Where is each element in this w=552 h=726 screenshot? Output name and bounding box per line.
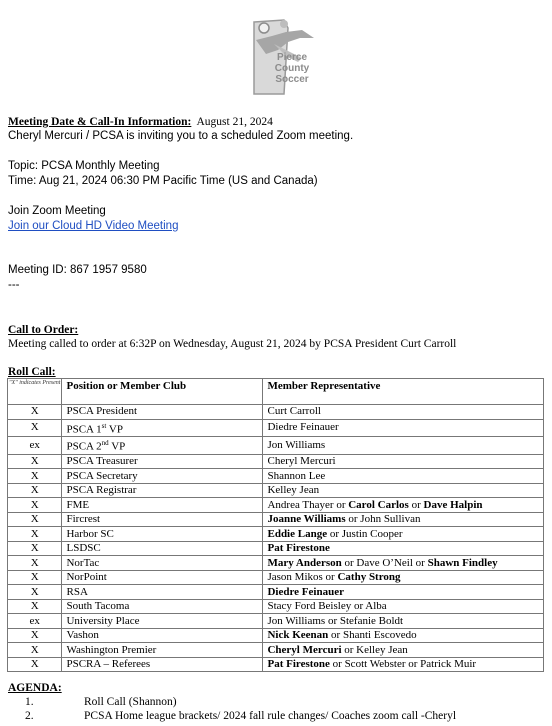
- representative-cell: [263, 556, 544, 571]
- roll-call-row: [8, 469, 544, 484]
- position-text: South Tacoma: [66, 600, 130, 613]
- representative-name: Shannon Lee: [267, 469, 326, 482]
- position-text: Harbor SC: [66, 527, 114, 540]
- representative-name: or: [408, 498, 424, 511]
- representative-name: or Kelley Jean: [341, 643, 408, 656]
- roll-call-row: [8, 614, 544, 629]
- representative-cell: [263, 643, 544, 658]
- position-cell: [62, 469, 263, 484]
- position-text: NorTac: [66, 556, 100, 569]
- position-text: University Place: [66, 614, 140, 627]
- roll-call-body: [8, 405, 544, 672]
- roll-call-row: [8, 527, 544, 542]
- position-cell: [62, 614, 263, 629]
- call-to-order-heading: Call to Order:: [8, 324, 79, 336]
- col-position-header: Position or Member Club: [62, 379, 263, 405]
- present-cell: X: [8, 556, 62, 571]
- position-text: FME: [66, 498, 90, 511]
- logo-line-1: Pierce: [276, 52, 308, 63]
- representative-name: or: [333, 498, 349, 511]
- roll-call-row: [8, 643, 544, 658]
- position-cell: [62, 454, 263, 469]
- roll-call-row: [8, 556, 544, 571]
- representative-name: Dave Halpin: [423, 498, 483, 511]
- position-ordinal-suffix: st: [101, 421, 107, 430]
- present-cell: X: [8, 454, 62, 469]
- position-text: PSCA Registrar: [66, 484, 137, 497]
- representative-name: or John Sullivan: [345, 513, 421, 526]
- meeting-heading: Meeting Date & Call-In Information:: [8, 116, 192, 128]
- position-cell: [62, 643, 263, 658]
- agenda-item-2-text: PCSA Home league brackets/ 2024 fall rule changes/ Coaches zoom call -Cheryl: [84, 710, 457, 722]
- logo-text: [262, 52, 322, 85]
- representative-name: or Justin Cooper: [327, 527, 403, 540]
- representative-name: Carol Carlos: [348, 498, 409, 511]
- position-cell: [62, 483, 263, 498]
- representative-name: Eddie Lange: [267, 527, 328, 540]
- roll-call-row: [8, 405, 544, 420]
- roll-call-row: [8, 512, 544, 527]
- logo-line-2: County: [274, 63, 310, 74]
- representative-cell: [263, 628, 544, 643]
- representative-name: Stacy Ford Beisley or Alba: [267, 600, 387, 613]
- meeting-id: Meeting ID: 867 1957 9580: [8, 264, 147, 276]
- col-rep-header: Member Representative: [263, 379, 544, 405]
- present-cell: X: [8, 498, 62, 513]
- representative-name: Diedre Feinauer: [267, 585, 344, 598]
- representative-name: Pat Firestone: [267, 658, 330, 671]
- position-cell: [62, 628, 263, 643]
- representative-cell: [263, 599, 544, 614]
- present-cell: X: [8, 469, 62, 484]
- position-cell: [62, 498, 263, 513]
- representative-cell: [263, 419, 544, 437]
- position-ordinal-suffix: nd: [101, 439, 109, 448]
- representative-name: or Dave O’Neil or: [341, 556, 428, 569]
- position-text: PSCA Treasurer: [66, 455, 138, 468]
- representative-name: or Shanti Escovedo: [328, 629, 417, 642]
- present-cell: X: [8, 657, 62, 672]
- position-text: Fircrest: [66, 513, 101, 526]
- representative-name: Cheryl Mercuri: [267, 455, 336, 468]
- representative-cell: [263, 512, 544, 527]
- position-text-after: VP: [108, 440, 126, 453]
- representative-name: Andrea Thayer: [267, 498, 334, 511]
- join-zoom-label: Join Zoom Meeting: [8, 205, 106, 217]
- roll-call-row: [8, 437, 544, 455]
- agenda-item-1-text: Roll Call (Shannon): [84, 696, 177, 708]
- roll-call-row: [8, 585, 544, 600]
- roll-call-row: [8, 657, 544, 672]
- position-cell: [62, 512, 263, 527]
- meeting-date: August 21, 2024: [196, 116, 273, 128]
- representative-name: Jon Williams: [267, 438, 326, 451]
- position-cell: [62, 570, 263, 585]
- representative-name: Jon Williams or Stefanie Boldt: [267, 614, 404, 627]
- position-cell: [62, 599, 263, 614]
- roll-call-table: [7, 378, 544, 672]
- present-cell: X: [8, 405, 62, 420]
- representative-cell: [263, 469, 544, 484]
- representative-name: Cheryl Mercuri: [267, 643, 342, 656]
- present-cell: X: [8, 527, 62, 542]
- position-text: NorPoint: [66, 571, 107, 584]
- position-text: Vashon: [66, 629, 99, 642]
- representative-cell: [263, 570, 544, 585]
- col-present-header: "X" indicates Present: [8, 379, 62, 405]
- position-cell: [62, 437, 263, 455]
- representative-name: or Scott Webster or Patrick Muir: [329, 658, 477, 671]
- present-cell: X: [8, 419, 62, 437]
- position-cell: [62, 585, 263, 600]
- representative-name: Joanne Williams: [267, 513, 346, 526]
- meeting-topic: Topic: PCSA Monthly Meeting: [8, 160, 160, 172]
- present-cell: X: [8, 599, 62, 614]
- roll-call-row: [8, 454, 544, 469]
- position-text: PSCRA – Referees: [66, 658, 151, 671]
- position-text: PSCA President: [66, 405, 138, 418]
- present-cell: X: [8, 483, 62, 498]
- position-text: PSCA Secretary: [66, 469, 138, 482]
- representative-name: Kelley Jean: [267, 484, 320, 497]
- dashes: ---: [8, 279, 20, 291]
- position-text: LSDSC: [66, 542, 101, 555]
- representative-cell: [263, 614, 544, 629]
- position-text: RSA: [66, 585, 88, 598]
- representative-name: Nick Keenan: [267, 629, 329, 642]
- agenda-item-2-num: 2.: [25, 710, 34, 722]
- call-to-order-text: Meeting called to order at 6:32P on Wednesday, August 21, 2024 by PCSA President Curt Carroll: [8, 338, 457, 350]
- roll-call-row: [8, 541, 544, 556]
- agenda-item-1-num: 1.: [25, 696, 34, 708]
- roll-call-row: [8, 570, 544, 585]
- roll-call-row: [8, 419, 544, 437]
- position-text: PSCA 2: [66, 440, 102, 453]
- present-cell: X: [8, 643, 62, 658]
- representative-name: Diedre Feinauer: [267, 421, 339, 434]
- roll-call-row: [8, 599, 544, 614]
- representative-name: Jason Mikos or: [267, 571, 338, 584]
- representative-cell: [263, 657, 544, 672]
- representative-name: Pat Firestone: [267, 542, 330, 555]
- position-cell: [62, 405, 263, 420]
- representative-cell: [263, 454, 544, 469]
- representative-cell: [263, 405, 544, 420]
- position-text: Washington Premier: [66, 643, 157, 656]
- roll-call-row: [8, 628, 544, 643]
- logo-line-3: Soccer: [275, 74, 309, 85]
- roll-call-header-row: [8, 379, 544, 405]
- representative-name: Curt Carroll: [267, 405, 321, 418]
- present-cell: X: [8, 570, 62, 585]
- roll-call-row: [8, 483, 544, 498]
- position-cell: [62, 527, 263, 542]
- present-cell: X: [8, 628, 62, 643]
- present-cell: X: [8, 541, 62, 556]
- position-text-after: VP: [106, 423, 123, 436]
- representative-name: Cathy Strong: [337, 571, 401, 584]
- present-cell: X: [8, 585, 62, 600]
- representative-cell: [263, 585, 544, 600]
- representative-cell: [263, 498, 544, 513]
- position-text: PSCA 1: [66, 423, 102, 436]
- representative-name: Mary Anderson: [267, 556, 342, 569]
- representative-cell: [263, 437, 544, 455]
- position-cell: [62, 541, 263, 556]
- agenda-heading: AGENDA:: [8, 682, 62, 694]
- meeting-heading-line: [8, 116, 273, 128]
- position-cell: [62, 556, 263, 571]
- position-cell: [62, 657, 263, 672]
- representative-cell: [263, 527, 544, 542]
- present-cell: ex: [8, 437, 62, 455]
- meeting-time: Time: Aug 21, 2024 06:30 PM Pacific Time (US and Canada): [8, 175, 318, 187]
- representative-name: Shawn Findley: [427, 556, 498, 569]
- join-meeting-link[interactable]: Join our Cloud HD Video Meeting: [8, 220, 179, 232]
- present-cell: X: [8, 512, 62, 527]
- representative-cell: [263, 483, 544, 498]
- position-cell: [62, 419, 263, 437]
- present-cell: ex: [8, 614, 62, 629]
- roll-call-row: [8, 498, 544, 513]
- roll-call-heading: Roll Call:: [8, 366, 56, 378]
- meeting-invite: Cheryl Mercuri / PCSA is inviting you to a scheduled Zoom meeting.: [8, 130, 354, 142]
- representative-cell: [263, 541, 544, 556]
